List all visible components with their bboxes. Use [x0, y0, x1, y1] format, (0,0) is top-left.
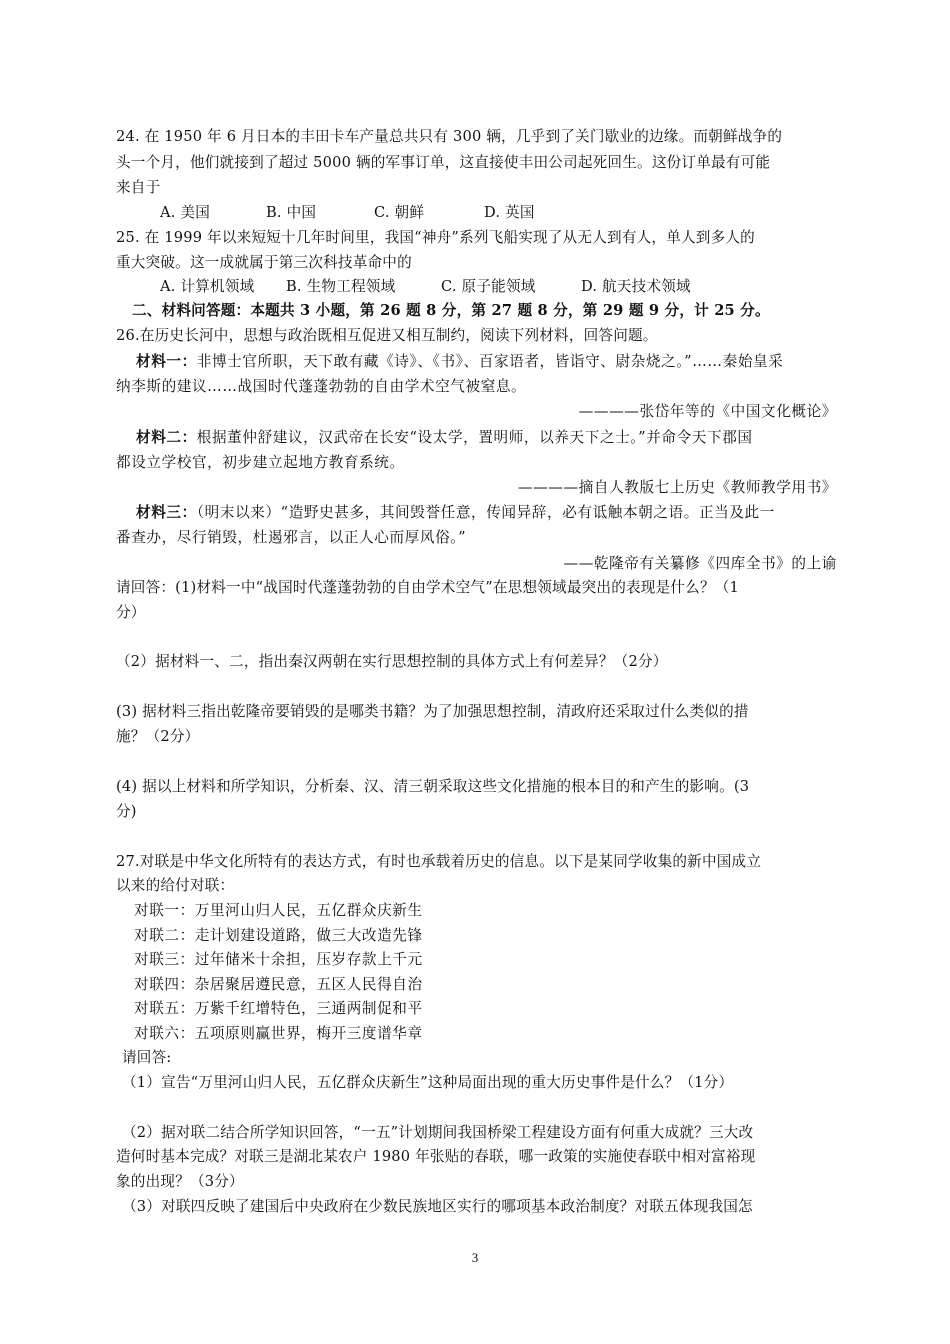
- q26-material-3-source: ——乾隆帝有关纂修《四库全书》的上谕: [563, 555, 837, 572]
- q26-material-1-text: 非博士官所职，天下敢有藏《诗》、《书》、百家语者，皆诣守、尉杂烧之。”……秦始皇采: [196, 353, 784, 370]
- q27-couplet-1: 对联一：万里河山归人民，五亿群众庆新生: [134, 902, 423, 919]
- q26-material-2-source: ————摘自人教版七上历史《教师教学用书》: [517, 479, 837, 496]
- q24-line-3: 来自于: [116, 179, 161, 196]
- q26-material-2-line-1: [136, 428, 753, 448]
- q26-material-3-line-2: 番查办，尽行销毁，杜遏邪言，以正人心而厚风俗。”: [116, 529, 467, 546]
- q24-option-c: C. 朝鲜: [374, 204, 425, 221]
- q26-material-1-line-2: 纳李斯的建议……战国时代蓬蓬勃勃的自由学术空气被窒息。: [116, 378, 527, 395]
- q27-question-2-line-1: （2）据对联二结合所学知识回答，“一五”计划期间我国桥梁工程建设方面有何重大成就？三大改: [122, 1124, 754, 1141]
- q27-question-1: （1）宣告“万里河山归人民，五亿群众庆新生”这种局面出现的重大历史事件是什么？（1分）: [122, 1074, 734, 1091]
- q26-material-1-label: 材料一：: [136, 353, 197, 370]
- q27-question-2-line-3: 象的出现？（3分）: [116, 1173, 244, 1190]
- q26-question-1-line-2: 分）: [116, 604, 146, 621]
- q26-material-3-label: 材料三：: [136, 504, 197, 521]
- q27-couplet-4: 对联四：杂居聚居遵民意，五区人民得自治: [134, 976, 423, 993]
- q27-couplet-5: 对联五：万紫千红增特色，三通两制促和平: [134, 1000, 423, 1017]
- q26-question-3-line-2: 施？（2分）: [116, 728, 200, 745]
- q27-question-3-line-1: （3）对联四反映了建国后中央政府在少数民族地区实行的哪项基本政治制度？对联五体现我国怎: [122, 1198, 753, 1215]
- q26-material-1-line-1: [136, 352, 783, 372]
- q27-couplet-3: 对联三：过年储米十余担，压岁存款上千元: [134, 951, 423, 968]
- q24-option-a: A. 美国: [160, 204, 211, 221]
- q25-line-1: 25. 在 1999 年以来短短十几年时间里，我国“神舟”系列飞船实现了从无人到有人，单人到多人的: [116, 229, 755, 246]
- q26-material-2-line-2: 都设立学校官，初步建立起地方教育系统。: [116, 454, 405, 471]
- q24-option-d: D. 英国: [484, 204, 535, 221]
- q26-question-1-line-1: 请回答：(1)材料一中“战国时代蓬蓬勃勃的自由学术空气”在思想领域最突出的表现是什么？（1: [116, 579, 740, 596]
- q25-line-2: 重大突破。这一成就属于第三次科技革命中的: [116, 254, 412, 271]
- q26-question-4-line-1: (4) 据以上材料和所学知识，分析秦、汉、清三朝采取这些文化措施的根本目的和产生的影响。(3: [116, 778, 750, 795]
- q24-line-1: 24. 在 1950 年 6 月日本的丰田卡车产量总共只有 300 辆，几乎到了关门歇业的边缘。而朝鲜战争的: [116, 128, 783, 145]
- q27-couplet-6: 对联六：五项原则赢世界，梅开三度谱华章: [134, 1025, 423, 1042]
- section-2-heading: 二、材料问答题：本题共 3 小题，第 26 题 8 分，第 27 题 8 分，第 29 题 9 分，计 25 分。: [132, 302, 770, 319]
- q26-question-4-line-2: 分): [116, 803, 137, 820]
- q24-option-b: B. 中国: [266, 204, 317, 221]
- q26-question-3-line-1: (3) 据材料三指出乾隆帝要销毁的是哪类书籍？为了加强思想控制，清政府还采取过什么类似的措: [116, 703, 749, 720]
- q27-couplet-2: 对联二：走计划建设道路，做三大改造先锋: [134, 927, 423, 944]
- q26-material-1-source: ————张岱年等的《中国文化概论》: [578, 403, 837, 420]
- q25-option-a: A. 计算机领域: [160, 278, 255, 295]
- q26-intro: 26.在历史长河中，思想与政治既相互促进又相互制约，阅读下列材料，回答问题。: [116, 327, 658, 344]
- q26-material-2-text: 根据董仲舒建议，汉武帝在长安“设太学，置明师，以养天下之士。”并命令天下郡国: [196, 429, 753, 446]
- q26-question-2: （2）据材料一、二，指出秦汉两朝在实行思想控制的具体方式上有何差异？（2分）: [116, 653, 668, 670]
- q26-material-3-line-1: [136, 503, 775, 523]
- q25-options: [160, 277, 691, 297]
- q26-material-2-label: 材料二：: [136, 429, 197, 446]
- q27-intro-line-2: 以来的给付对联：: [116, 877, 235, 894]
- q27-intro-line-1: 27.对联是中华文化所特有的表达方式，有时也承载着历史的信息。以下是某同学收集的新中国成立: [116, 853, 762, 870]
- q24-options: [160, 203, 535, 223]
- q27-question-2-line-2: 造何时基本完成？对联三是湖北某农户 1980 年张贴的春联，哪一政策的实施使春联中相对富裕现: [116, 1148, 756, 1165]
- q24-line-2: 头一个月，他们就接到了超过 5000 辆的军事订单，这直接使丰田公司起死回生。这份订单最有可能: [116, 154, 771, 171]
- q25-option-c: C. 原子能领域: [441, 278, 536, 295]
- page-number: 3: [471, 1250, 479, 1265]
- q25-option-b: B. 生物工程领域: [286, 278, 396, 295]
- q25-option-d: D. 航天技术领域: [581, 278, 691, 295]
- q27-ask: 请回答:: [122, 1049, 172, 1066]
- q26-material-3-text: （明末以来）“造野史甚多，其间毁誉任意，传闻异辞，必有诋触本朝之语。正当及此一: [196, 504, 775, 521]
